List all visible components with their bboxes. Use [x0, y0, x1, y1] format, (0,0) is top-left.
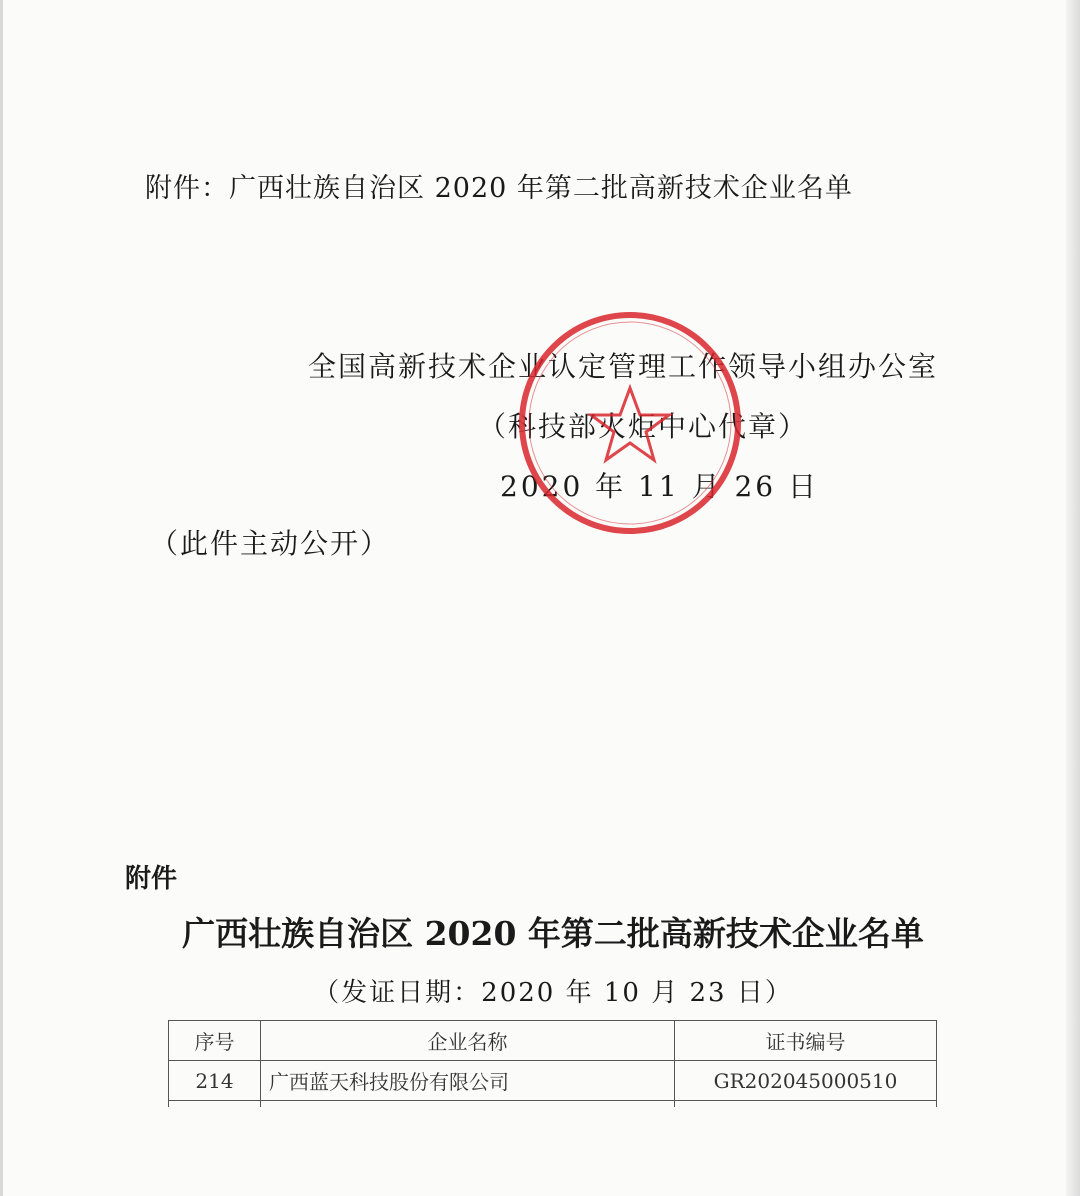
table-header-row	[169, 1021, 937, 1061]
disclosure-note: （此件主动公开）	[150, 527, 391, 560]
enterprise-table	[168, 1020, 937, 1107]
issuer-name: 全国高新技术企业认定管理工作领导小组办公室	[308, 350, 939, 383]
table-row	[169, 1061, 937, 1101]
header-company-name: 企业名称	[261, 1021, 675, 1061]
attachment-label: 附件	[125, 864, 178, 894]
certificate-issue-date: （发证日期：2020 年 10 月 23 日）	[313, 978, 793, 1008]
page-right-edge	[1066, 0, 1080, 1196]
list-title: 广西壮族自治区 2020 年第二批高新技术企业名单	[182, 914, 924, 953]
page-left-edge	[0, 0, 3, 1196]
proxy-seal-note: （科技部火炬中心代章）	[478, 410, 809, 443]
table-row-cutoff	[169, 1101, 937, 1108]
cell-company-name: 广西蓝天科技股份有限公司	[261, 1061, 675, 1101]
cell-index: 214	[169, 1061, 261, 1101]
header-index: 序号	[169, 1021, 261, 1061]
cell-certificate-number: GR202045000510	[675, 1061, 937, 1101]
attachment-title-line: 附件：广西壮族自治区 2020 年第二批高新技术企业名单	[145, 173, 853, 204]
issue-date: 2020 年 11 月 26 日	[500, 470, 820, 503]
header-certificate-number: 证书编号	[675, 1021, 937, 1061]
